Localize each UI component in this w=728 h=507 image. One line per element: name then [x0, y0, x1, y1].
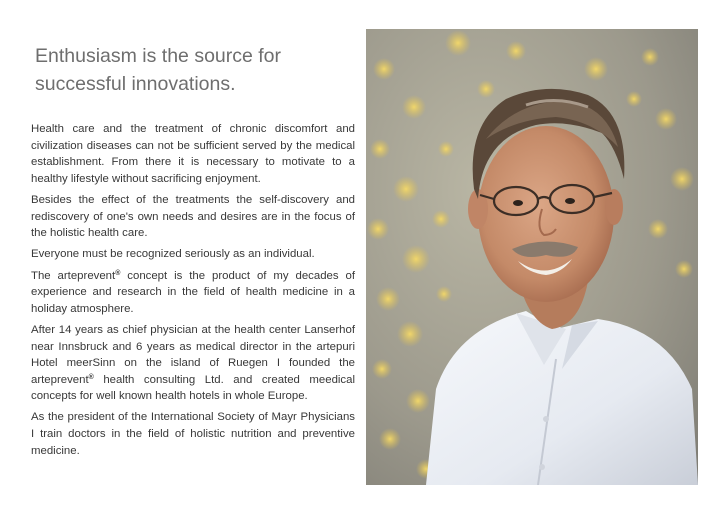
paragraph-3: Everyone must be recognized seriously as an individual.	[31, 248, 315, 261]
paragraph-4	[31, 268, 355, 318]
paragraph-5	[31, 322, 355, 405]
body-text	[31, 121, 355, 464]
page-headline	[35, 42, 355, 98]
paragraph-1: Health care and the treatment of chronic discomfort and civilization diseases can not be sufficient served by the medical establishment. From there it is necessary to motivate to a healthy lifestyle without sacrificing enjoyment.	[31, 123, 355, 185]
paragraph-4-text-b: concept is the product of my decades of experience and research in the field of health medicine in a holiday atmosphere.	[31, 269, 355, 315]
headline-line-2: successful innovations.	[35, 73, 236, 95]
headline-line-1: Enthusiasm is the source for	[35, 45, 282, 67]
paragraph-4-text-a: The arteprevent	[31, 269, 116, 282]
paragraph-5-text-b: health consulting Ltd. and created meedical concepts for well known health hotels in whole Europe.	[31, 373, 355, 403]
paragraph-2: Besides the effect of the treatments the self-discovery and rediscovery of one's own needs and desires are in the focus of the holistic health care.	[31, 193, 355, 240]
registered-mark: ®	[88, 373, 94, 381]
paragraph-5-text-a: After 14 years as chief physician at the health center Lanserhof near Innsbruck and 6 years as medical director in the artepuri Hotel meerSinn on the island of Ruegen I founded the arteprevent	[31, 323, 355, 386]
portrait-illustration	[366, 29, 698, 485]
registered-mark: ®	[115, 269, 121, 277]
portrait-photo	[366, 29, 698, 485]
paragraph-6: As the president of the International Society of Mayr Physicians I train doctors in the field of holistic nutrition and preventive medicine.	[31, 411, 355, 457]
